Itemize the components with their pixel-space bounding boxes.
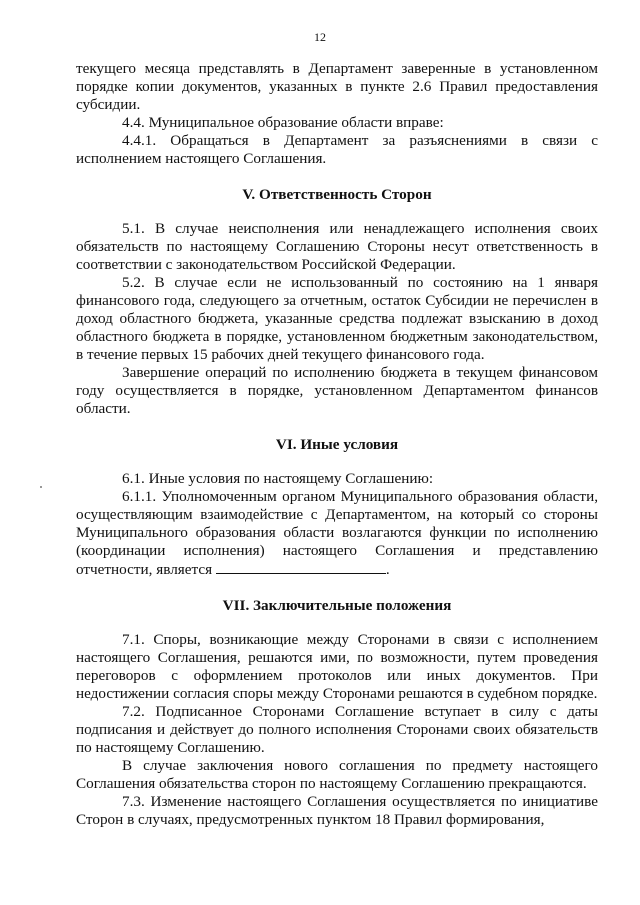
paragraph-6-1-1-end: . bbox=[385, 561, 390, 578]
heading-section-vii: VII. Заключительные положения bbox=[222, 597, 452, 614]
paragraph-top: текущего месяца представлять в Департамент заверенные в установленном порядке копии документов, указанных в пункте 2.6 Правил предоставления субсидии. bbox=[76, 60, 598, 113]
paragraph-5-2: 5.2. В случае если не использованный по состоянию на 1 января финансового года, следующего за отчетным, остаток Субсидии не перечислен в доход областного бюджета, указанные средства подлежат взысканию в доход областного бюджета в порядке, установленном бюджетным законодательством, в течение первых 15 рабочих дней текущего финансового года. bbox=[76, 274, 598, 363]
paragraph-4-4: 4.4. Муниципальное образование области вправе: bbox=[122, 114, 444, 131]
paragraph-7-3: 7.3. Изменение настоящего Соглашения осуществляется по инициативе Сторон в случаях, предусмотренных пунктом 18 Правил формирования, bbox=[76, 793, 598, 828]
paragraph-6-1: 6.1. Иные условия по настоящему Соглашению: bbox=[122, 470, 434, 487]
paragraph-new-agreement: В случае заключения нового соглашения по предмету настоящего Соглашения обязательства сторон по настоящему Соглашению прекращаются. bbox=[76, 757, 598, 792]
page-number: 12 bbox=[314, 30, 326, 44]
paragraph-completion: Завершение операций по исполнению бюджета в текущем финансовом году осуществляется в порядке, установленном Департаментом финансов области. bbox=[76, 364, 598, 417]
document-body bbox=[76, 60, 598, 829]
paragraph-5-1: 5.1. В случае неисполнения или ненадлежащего исполнения своих обязательств по настоящему Соглашению Стороны несут ответственность в соответствии с законодательством Российской Федерации. bbox=[76, 220, 598, 273]
authority-blank-line bbox=[216, 560, 386, 574]
heading-section-vi: VI. Иные условия bbox=[275, 436, 399, 453]
heading-section-v: V. Ответственность Сторон bbox=[242, 186, 432, 203]
paragraph-6-1-1-text: 6.1.1. Уполномоченным органом Муниципального образования области, осуществляющим взаимодействие с Департаментом, на который со стороны Муниципального образования области возлагаются функции по исполнению (координации исполнения) настоящего Соглашения и представлению отчетности, является bbox=[76, 488, 598, 578]
scan-speck bbox=[40, 486, 42, 488]
paragraph-7-2: 7.2. Подписанное Сторонами Соглашение вступает в силу с даты подписания и действует до полного исполнения Сторонами своих обязательств по настоящему Соглашению. bbox=[76, 703, 598, 756]
paragraph-4-4-1: 4.4.1. Обращаться в Департамент за разъяснениями в связи с исполнением настоящего Соглашения. bbox=[76, 132, 598, 167]
paragraph-6-1-1 bbox=[76, 488, 598, 579]
paragraph-7-1: 7.1. Споры, возникающие между Сторонами в связи с исполнением настоящего Соглашения, решаются ими, по возможности, путем проведения переговоров с оформлением протоколов или иных документов. При недостижении согласия споры между Сторонами решаются в судебном порядке. bbox=[76, 631, 598, 702]
